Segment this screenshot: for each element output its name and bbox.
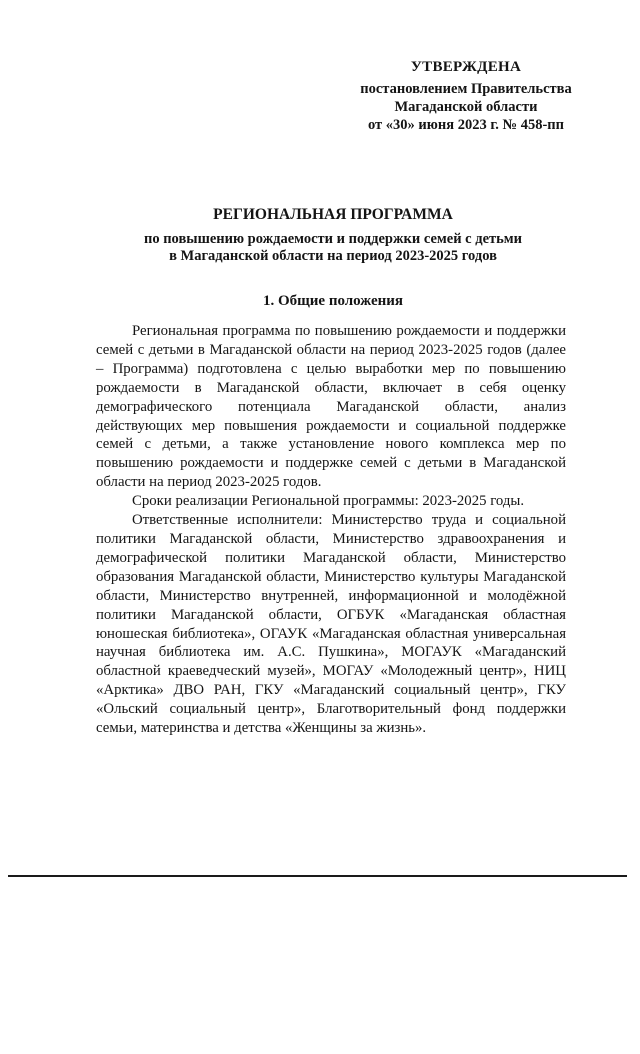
document-title-block xyxy=(60,205,606,265)
section-heading: 1. Общие положения xyxy=(262,293,404,309)
approval-heading: УТВЕРЖДЕНА xyxy=(410,59,522,75)
approval-line-date: от «30» июня 2023 г. № 458-пп xyxy=(368,117,564,133)
page-bottom-rule xyxy=(8,875,627,877)
paragraph-implementation-period: Сроки реализации Региональной программы: 2023-2025 годы. xyxy=(132,493,525,510)
approval-line-region: Магаданской области xyxy=(394,99,538,115)
document-title: РЕГИОНАЛЬНАЯ ПРОГРАММА xyxy=(213,206,453,223)
paragraph-program-description: Региональная программа по повышению рождаемости и поддержки семей с детьми в Магаданской области на период 2023-2025 годов (далее – Программа) подготовлена с целью выработки мер по повышению рождаемости в Магаданской области, включает в себя оценку демографического потенциала Магаданской области, анализ действующих мер повышения рождаемости и социальной поддержке семей с детьми, а также установление нового комплекса мер по повышению рождаемости и поддержке семей с детьми в Магаданской области на период 2023-2025 годов. xyxy=(96,323,566,491)
section-body xyxy=(96,322,566,738)
paragraph-responsible-executors: Ответственные исполнители: Министерство труда и социальной политики Магаданской области, Министерство здравоохранения и демографической политики Магаданской области, Министерство образования Магаданской области, Министерство культуры Магаданской области, Министерство внутренней, информационной и молодёжной политики Магаданской области, ОГБУК «Магаданская областная юношеская библиотека», ОГАУК «Магаданская областная универсальная научная библиотека им. А.С. Пушкина», МОГАУК «Магаданский областной краеведческий музей», МОГАУ «Молодежный центр», НИЦ «Арктика» ДВО РАН, ГКУ «Магаданский социальный центр», ГКУ «Ольский социальный центр», Благотворительный фонд поддержки семьи, материнства и детства «Женщины за жизнь». xyxy=(96,512,566,737)
approval-block xyxy=(346,58,586,134)
document-subtitle-line-1: по повышению рождаемости и поддержки семей с детьми xyxy=(143,231,523,247)
document-subtitle-line-2: в Магаданской области на период 2023-2025 годов xyxy=(169,248,497,264)
approval-line-decree: постановлением Правительства xyxy=(360,81,572,97)
